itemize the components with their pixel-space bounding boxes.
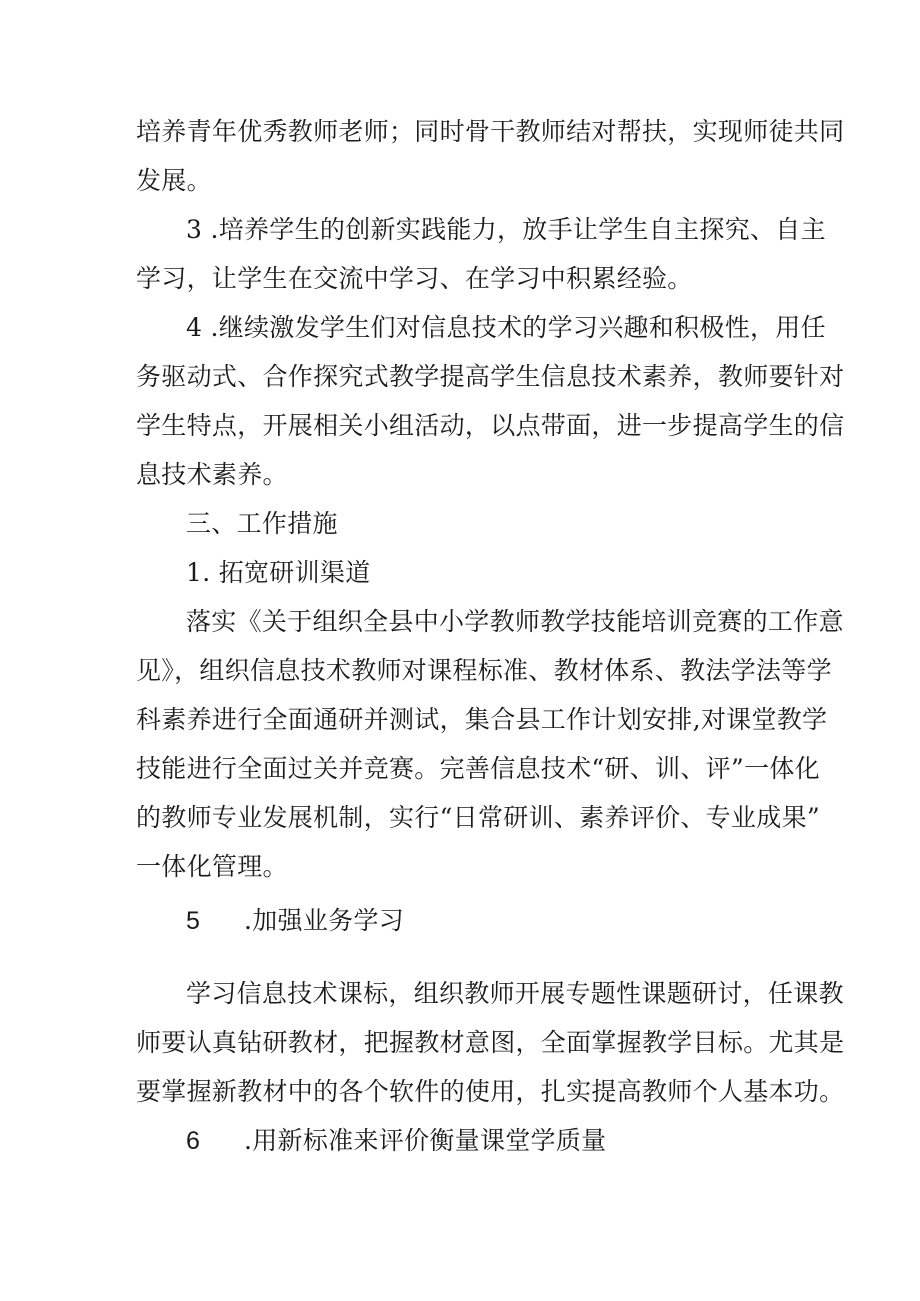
paragraph-line: 师要认真钻研教材，把握教材意图，全面掌握教学目标。尤其是 — [136, 1028, 845, 1057]
paragraph-line: 技能进行全面过关并竞赛。完善信息技术“研、训、评”一体化 — [136, 754, 820, 783]
paragraph-line: 一体化管理。 — [136, 852, 288, 881]
item-number: 6 — [186, 1127, 201, 1155]
paragraph-line: 要掌握新教材中的各个软件的使用，扎实提高教师个人基本功。 — [136, 1077, 845, 1106]
paragraph-line: 学习信息技术课标，组织教师开展专题性课题研讨，任课教 — [186, 979, 844, 1008]
item-number: 5 — [186, 907, 201, 935]
item-text: .加强业务学习 — [244, 906, 405, 935]
paragraph-line: 的教师专业发展机制，实行“日常研训、素养评价、专业成果” — [136, 803, 820, 832]
text-line: 发展。 — [136, 166, 212, 195]
subsection-heading: 1. 拓宽研训渠道 — [186, 558, 371, 587]
list-item-6 — [186, 1125, 607, 1157]
paragraph-line: 科素养进行全面通研并测试，集合县工作计划安排,对课堂教学 — [136, 705, 828, 734]
paragraph-line: 落实《关于组织全县中小学教师教学技能培训竞赛的工作意 — [186, 607, 844, 636]
list-item-5 — [186, 905, 405, 937]
list-item-3: 3 .培养学生的创新实践能力，放手让学生自主探究、自主 — [186, 215, 826, 244]
list-item-4: 4 .继续激发学生们对信息技术的学习兴趣和积极性，用任 — [186, 313, 826, 342]
item-text: .用新标准来评价衡量课堂学质量 — [244, 1126, 607, 1155]
text-line: 学生特点，开展相关小组活动，以点带面，进一步提高学生的信 — [136, 411, 845, 440]
text-line: 培养青年优秀教师老师；同时骨干教师结对帮扶，实现师徒共同 — [136, 117, 845, 146]
paragraph-line: 见》，组织信息技术教师对课程标准、教材体系、教法学法等学 — [136, 656, 832, 685]
section-heading: 三、工作措施 — [186, 509, 338, 538]
text-line: 息技术素养。 — [136, 460, 288, 489]
text-line: 务驱动式、合作探究式教学提高学生信息技术素养，教师要针对 — [136, 362, 845, 391]
text-line: 学习，让学生在交流中学习、在学习中积累经验。 — [136, 264, 693, 293]
